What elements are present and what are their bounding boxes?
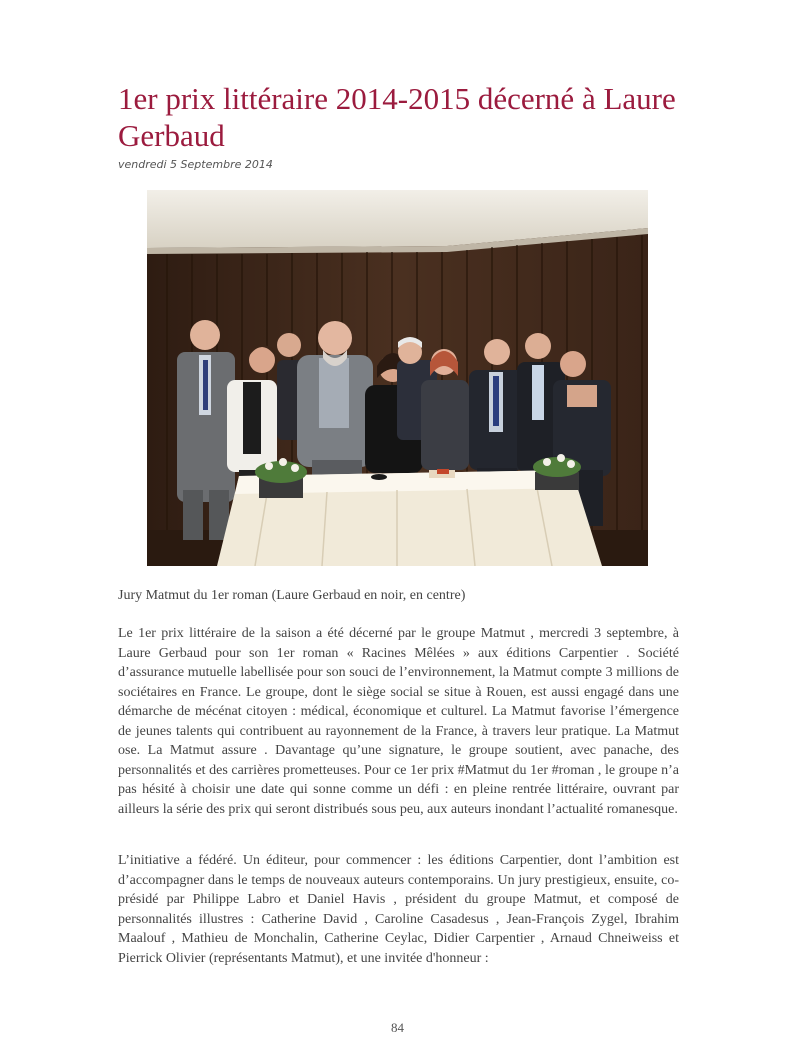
page-number: 84 — [391, 1020, 404, 1035]
group-photo-icon — [147, 190, 648, 566]
article-paragraph: L’initiative a fédéré. Un éditeur, pour commencer : les éditions Carpentier, dont l’ambition est d’accompagner dans le temps de nouveaux auteurs contemporains. Un jury prestigieux, ensuite, co-présidé par Philippe Labro et Daniel Havis , président du groupe Matmut, et composé de personnalités illustres : Catherine David , Caroline Casadesus , Jean-François Zygel, Ibrahim Maalouf , Mathieu de Monchalin, Catherine Ceylac, Didier Carpentier , Arnaud Chneiweiss et Pierrick Olivier (représentants Matmut), et une invitée d'honneur : — [118, 853, 679, 966]
article-paragraph: Le 1er prix littéraire de la saison a été décerné par le groupe Matmut , mercredi 3 septembre, à Laure Gerbaud pour son 1er roman « Racines Mêlées » aux éditions Carpentier . Société d’assurance mutuelle labellisée pour son souci de l’environnement, la Matmut compte 3 millions de sociétaires en France. Le groupe, dont le siège social se situe à Rouen, est aussi engagé dans une démarche de mécénat citoyen : médical, économique et culturel. La Matmut favorise l’émergence de jeunes talents qui contribuent au rayonnement de la France, à travers leur pratique. La Matmut ose. La Matmut assure . Davantage qu’une signature, le groupe soutient, avec panache, des personnalités et des carrières prometteuses. Pour ce 1er prix #Matmut du 1er #roman , le groupe n’a pas hésité à choisir une date qui sonne comme un défi : en pleine rentrée littéraire, ouvrant par ailleurs la série des prix qui seront distribués sous peu, aux auteurs inondant l’actualité romanesque. — [118, 626, 679, 817]
photo-caption: Jury Matmut du 1er roman (Laure Gerbaud en noir, en centre) — [118, 588, 466, 603]
article-title: 1er prix littéraire 2014-2015 décerné à Laure Gerbaud — [118, 81, 676, 153]
article-photo — [147, 190, 648, 566]
article-date: vendredi 5 Septembre 2014 — [118, 158, 273, 171]
